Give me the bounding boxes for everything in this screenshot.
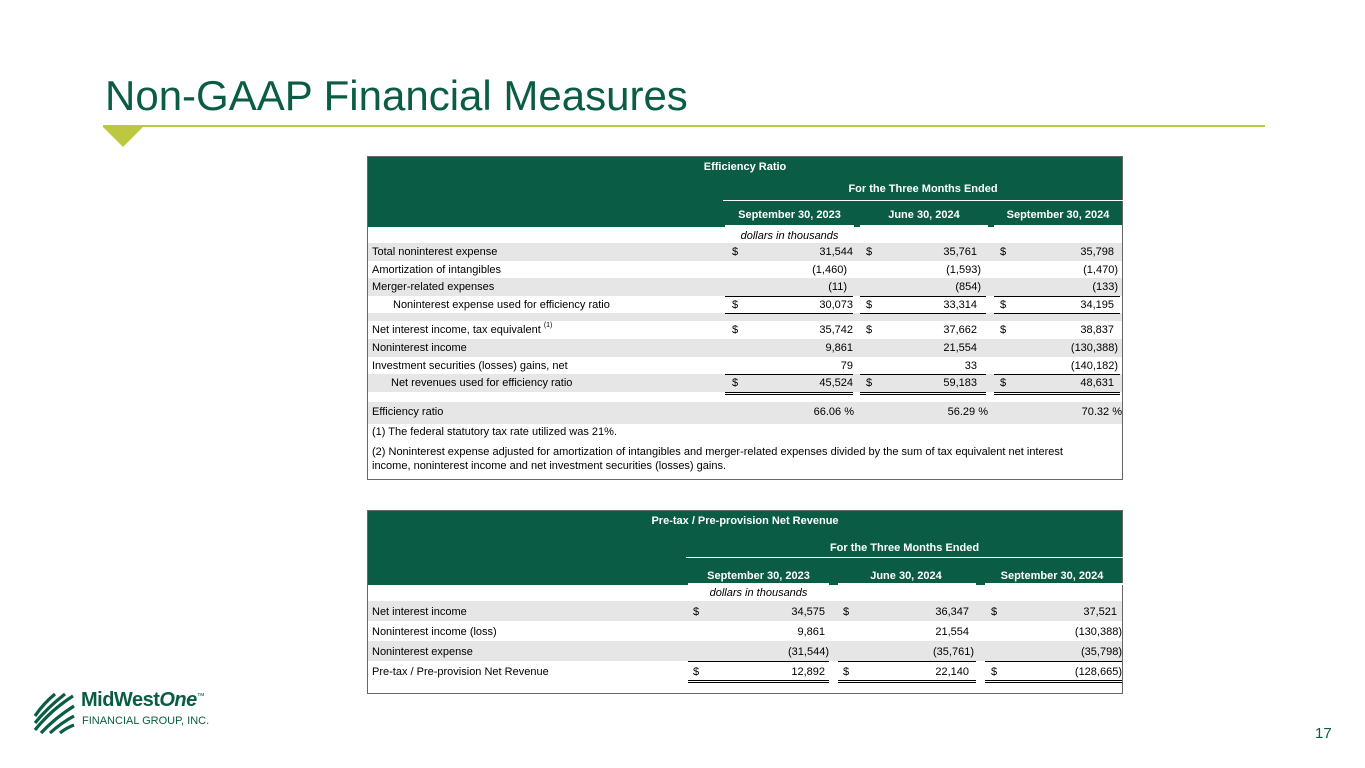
title-accent-triangle — [103, 127, 143, 147]
pptnr-row-value: 21,554 — [935, 626, 969, 638]
eff-row-value: 9,861 — [825, 342, 853, 354]
efficiency-period-header: For the Three Months Ended — [848, 183, 998, 195]
pptnr-row-value: (128,665) — [1074, 666, 1122, 678]
pptnr-row-label: Pre-tax / Pre-provision Net Revenue — [372, 666, 549, 678]
pptnr-row-value: 36,347 — [935, 606, 969, 618]
eff-row-label: Noninterest income — [372, 342, 467, 354]
wheat-field-icon — [33, 690, 75, 734]
pptnr-col-2: June 30, 2024 — [870, 570, 942, 582]
eff-row-label: Net interest income, tax equivalent $^{(1)}$ — [372, 322, 553, 336]
pptnr-row-label: Noninterest expense — [372, 646, 473, 658]
eff-row-value: 33 — [964, 360, 977, 372]
eff-row-value: 34,195 — [1080, 299, 1114, 311]
eff-row-value: 35,798 — [1080, 246, 1114, 258]
eff-row-value: 79 — [840, 360, 853, 372]
page-number: 17 — [1315, 725, 1332, 742]
pptnr-row-value: 37,521 — [1083, 606, 1117, 618]
efficiency-units: dollars in thousands — [740, 230, 839, 242]
efficiency-title: Efficiency Ratio — [703, 161, 787, 173]
logo-subtitle: FINANCIAL GROUP, INC. — [82, 715, 210, 727]
pptnr-col-1: September 30, 2023 — [707, 570, 810, 582]
efficiency-col-2: June 30, 2024 — [888, 209, 960, 221]
eff-row-value: 37,662 — [943, 324, 977, 336]
pptnr-row-value: (130,388) — [1074, 626, 1122, 638]
eff-row-label: Investment securities (losses) gains, net — [372, 360, 568, 372]
pptnr-row-label: Noninterest income (loss) — [372, 626, 497, 638]
pptnr-table: Pre-tax / Pre-provision Net Revenue For the Three Months Ended September 30, 2023 June 30, 2024 September 30, 2024 dollars in thousands Net interest income $ 34,575 $ 36,347 $ 37,521 Noninterest income (loss) 9,861 21,554 (130,388) Noninterest expense (31,544) (35,761) (35,798) Pre-tax / Pre-provision Net Revenue $ 12,892 $ 22,140 $ (128,665) — [367, 510, 1123, 694]
eff-row-value: (133) — [1092, 281, 1118, 293]
pptnr-title: Pre-tax / Pre-provision Net Revenue — [651, 515, 839, 527]
eff-row-value: 33,314 — [943, 299, 977, 311]
eff-row-value: 21,554 — [943, 342, 977, 354]
eff-row-value: 59,183 — [943, 377, 977, 389]
pptnr-col-3: September 30, 2024 — [1000, 570, 1104, 582]
company-logo — [33, 690, 223, 736]
eff-row-value: (854) — [955, 281, 981, 293]
pptnr-row-value: (35,761) — [933, 646, 974, 658]
eff-row-label: Efficiency ratio — [372, 406, 444, 418]
eff-row-label: Net revenues used for efficiency ratio — [391, 377, 573, 389]
eff-row-value: 45,524 — [819, 377, 853, 389]
efficiency-title-bar — [368, 157, 1122, 179]
eff-row-value: 70.32 % — [1081, 406, 1122, 418]
eff-row-value: (140,182) — [1070, 360, 1118, 372]
eff-row-value: 48,631 — [1080, 377, 1114, 389]
efficiency-note-2: (2) Noninterest expense adjusted for amortization of intangibles and merger-related expenses divided by the sum of tax equivalent net interest income, noninterest income and net investment securities (losses) gains. — [372, 446, 1063, 472]
eff-row-value: 30,073 — [819, 299, 853, 311]
efficiency-period-bar — [368, 179, 1122, 227]
pptnr-row-value: (31,544) — [788, 646, 829, 658]
eff-row-value: 35,761 — [943, 246, 977, 258]
efficiency-col-1: September 30, 2023 — [738, 209, 841, 221]
pptnr-row-value: 34,575 — [791, 606, 825, 618]
eff-row-value: 31,544 — [819, 246, 853, 258]
eff-row-value: (1,470) — [1083, 264, 1118, 276]
eff-row-label: Total noninterest expense — [372, 246, 498, 258]
eff-row-value: 35,742 — [819, 324, 853, 336]
title-rule — [103, 125, 1265, 127]
pptnr-period-bar — [368, 533, 1122, 585]
pptnr-row-value: 9,861 — [797, 626, 825, 638]
pptnr-row-value: (35,798) — [1081, 646, 1122, 658]
pptnr-title-bar — [368, 511, 1122, 533]
pptnr-period-header: For the Three Months Ended — [829, 542, 980, 554]
pptnr-row-label: Net interest income — [372, 606, 467, 618]
eff-row-value: 56.29 % — [947, 406, 988, 418]
eff-row-value: (130,388) — [1070, 342, 1118, 354]
pptnr-units: dollars in thousands — [709, 587, 808, 599]
logo-wordmark: MidWestOne™ — [81, 689, 205, 711]
eff-row-value: (11) — [828, 281, 847, 293]
efficiency-note-1: (1) The federal statutory tax rate utilized was 21%. — [372, 426, 617, 438]
efficiency-ratio-table: Efficiency Ratio For the Three Months Ended September 30, 2023 June 30, 2024 September 30, 2024 dollars in thousands Total noninterest expense $ 31,544 $ 35,761 $ 35,798 Amortization of intangibles (1,460) (1,593) (1,470) Merger-related expenses (11) (854) (133) Noninterest expense used for efficiency ratio $ 30,073 $ 33,314 $ 34,195 Net interest income, tax equivalent $^{(1)}$ $ 35,742 $ 37,662 $ 38,837 Noninterest income 9,861 21,554 (130,388) Investment securities (losses) gains, net 79 33 (140,182) Net revenues used for efficiency ratio $ 45,524 $ 59,183 $ 48,631 Efficiency ratio 66.06 % 56.29 % 70.32 % (1) The federal statutory tax rate utilized was 21%. (2) Noninterest expense adjusted for amortization of intangibles and merger-related expenses divided by the sum of tax equivalent net interest income, noninterest income and net investment securities (losses) gains. — [367, 156, 1123, 480]
eff-row-value: 66.06 % — [813, 406, 854, 418]
pptnr-row-value: 12,892 — [791, 666, 825, 678]
pptnr-row-value: 22,140 — [935, 666, 969, 678]
eff-row-value: (1,593) — [946, 264, 981, 276]
eff-row-value: 38,837 — [1080, 324, 1114, 336]
eff-row-label: Merger-related expenses — [372, 281, 495, 293]
eff-row-label: Noninterest expense used for efficiency ratio — [393, 299, 610, 311]
page-title: Non-GAAP Financial Measures — [105, 72, 688, 119]
eff-row-label: Amortization of intangibles — [372, 264, 502, 276]
efficiency-col-3: September 30, 2024 — [1006, 209, 1110, 221]
eff-row-value: (1,460) — [812, 264, 847, 276]
